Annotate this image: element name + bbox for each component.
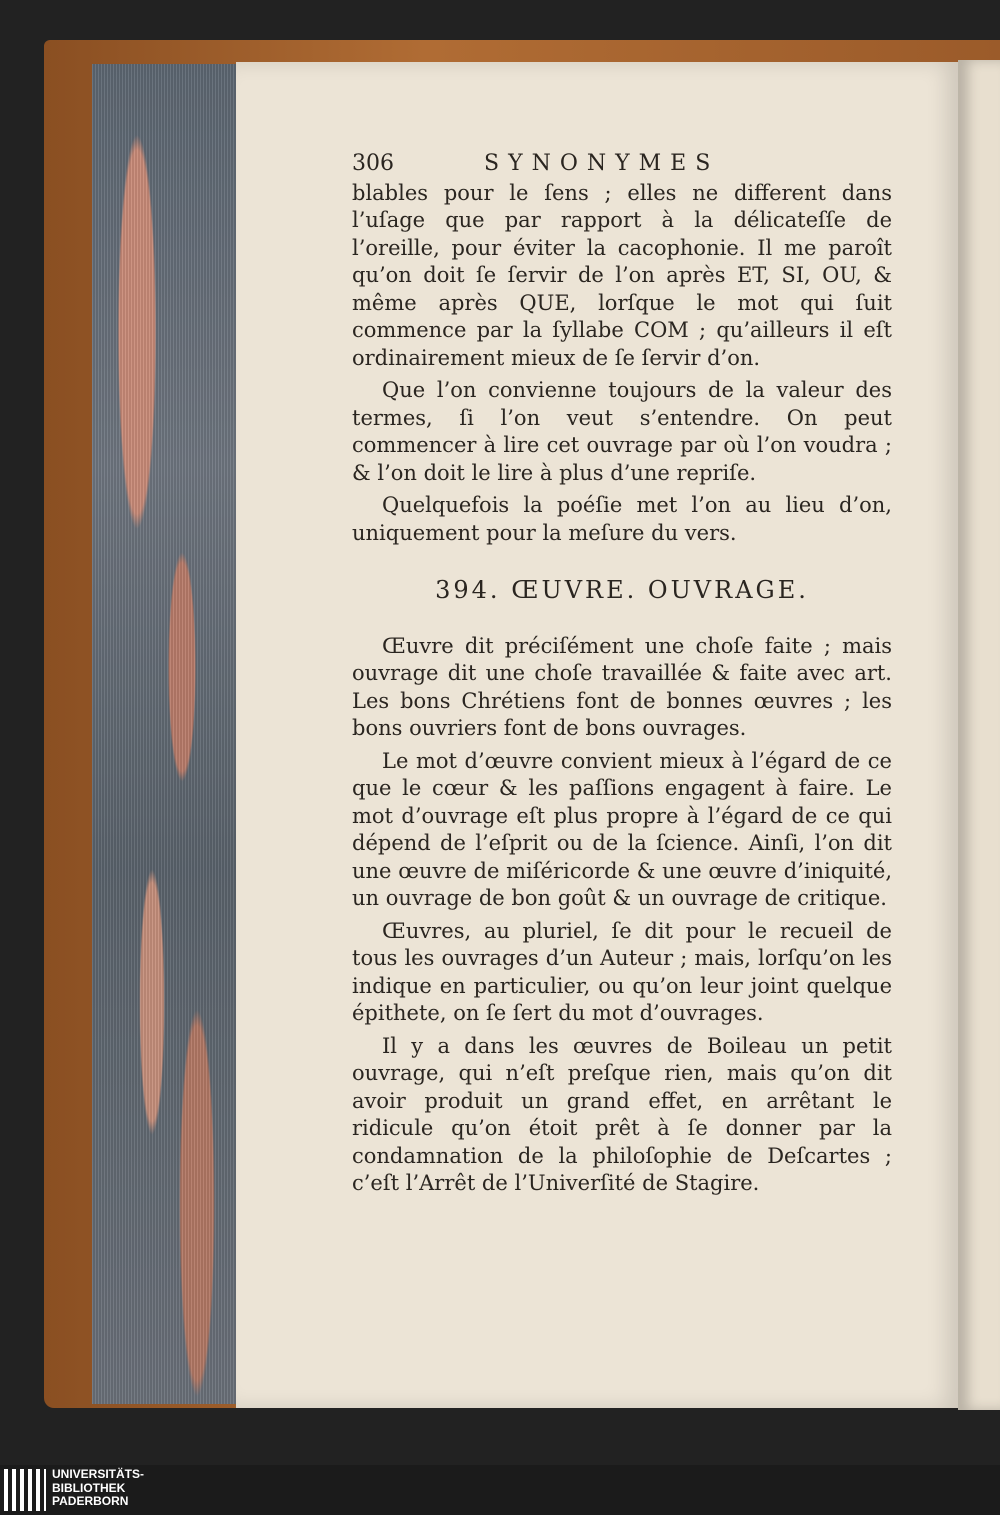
page-header [352,150,892,178]
section-paragraph-1: Œuvre dit préciſément une choſe faite ; mais ouvrage dit une choſe travaillée & faite avec art. Les bons Chrétiens font de bonnes œuvres ; les bons ouvriers font de bons ouvrages. [352,633,892,740]
page-text [352,150,892,1203]
section-paragraph-2: Le mot d’œuvre convient mieux à l’égard de ce que le cœur & les paſſions engagent à faire. Le mot d’ouvrage eſt plus propre à l’égard de ce qui dépend de l’eſprit ou de la ſcience. Ainſi, l’on dit une œuvre de miſéricorde & une œuvre d’iniquité, un ouvrage de bon goût & un ouvrage de critique. [352,748,892,910]
facing-page-edge [958,60,1000,1410]
library-name-line-3: PADERBORN [52,1494,129,1508]
section-paragraph-3: Œuvres, au pluriel, ſe dit pour le recueil de tous les ouvrages d’un Auteur ; mais, lorſqu’on les indique en particulier, ou qu’on leur joint quelque épithete, on ſe ſert du mot d’ouvrages. [352,918,892,1025]
paragraph-2: Que l’on convienne toujours de la valeur des termes, ſi l’on veut s’entendre. On peut commencer à lire cet ouvrage par où l’on voudra ; & l’on doit le lire à plus d’une repriſe. [352,378,892,485]
library-name [52,1468,144,1509]
paragraph-1: blables pour le ſens ; elles ne different dans l’uſage que par rapport à la délicateſſe de l’oreille, pour éviter la cacophonie. Il me paroît qu’on doit ſe ſervir de l’on après ET, SI, OU, & même après QUE, lorſque le mot qui ſuit commence par la ſyllabe COM ; qu’ailleurs il eſt ordinairement mieux de ſe ſervir d’on. [352,180,892,370]
page-number: 306 [352,151,394,176]
library-name-line-1: UNIVERSITÄTS- [52,1467,145,1481]
library-logo-icon [4,1469,46,1511]
library-name-line-2: BIBLIOTHEK [52,1480,126,1495]
marbled-page-edge [92,64,242,1404]
library-footer [0,1465,1000,1515]
running-head: SYNONYMES [484,151,720,176]
paragraph-3: Quelquefois la poéſie met l’on au lieu d’on, uniquement pour la meſure du vers. [352,493,892,545]
section-title: 394. ŒUVRE. OUVRAGE. [435,576,809,604]
section-paragraph-4: Il y a dans les œuvres de Boileau un petit ouvrage, qui n’eſt preſque rien, mais qu’on dit avoir produit un grand effet, en arrêtant le ridicule qu’on étoit prêt à ſe donner par la condamnation de la philoſophie de Deſcartes ; c’eſt l’Arrêt de l’Univerſité de Stagire. [352,1033,892,1195]
